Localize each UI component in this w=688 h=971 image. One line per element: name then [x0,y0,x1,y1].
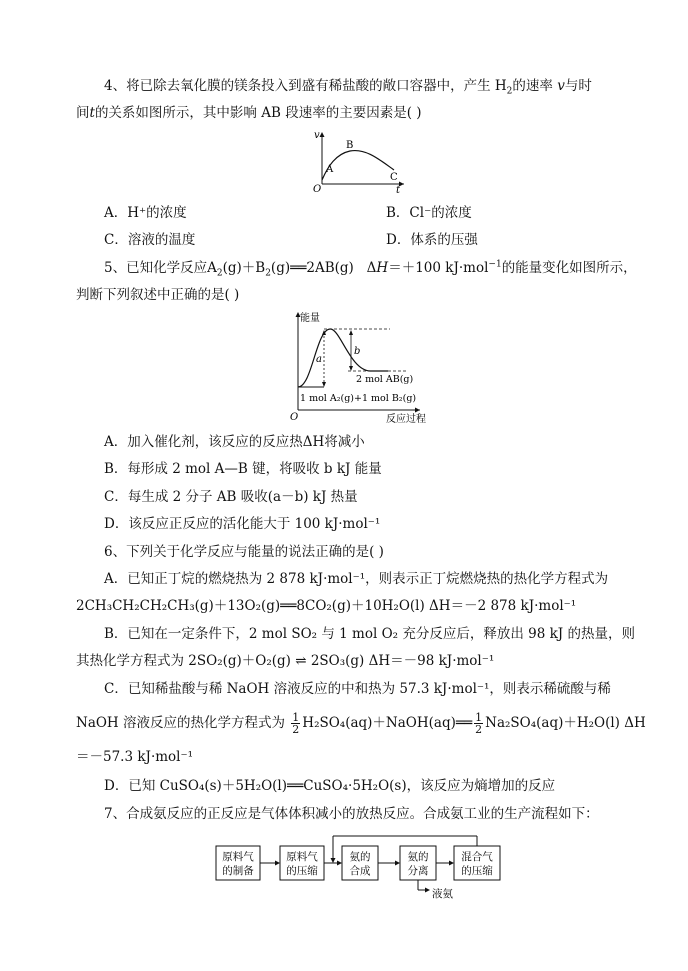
q7-box-4-line1: 氨的 [407,851,429,863]
q5-product-label: 2 mol AB(g) [356,374,414,385]
q4-axis-v: v [314,130,320,141]
q6-option-c-line2: NaOH 溶液反应的热化学方程式为 $\frac{1}{2}$ H₂SO₄(aq)＋NaOH(aq)══ $\frac{1}{2}$ Na₂SO₄(aq)＋H₂O(l) ΔH [76,711,646,736]
q5-stem-line1: 5、已知化学反应$A_2(g)+B_2(g)══2AB(g)$ ΔH＝＋100 kJ·mol$^{-1}$的能量变化如图所示， [104,259,637,279]
q5-option-b: B．每形成 2 mol A—B 键，将吸收 b kJ 能量 [104,461,382,477]
q5-energy-graph [288,310,428,425]
q4-rate-graph [308,128,408,194]
q7-box-2-line2: 的压缩 [286,865,318,877]
q6-stem: 6、下列关于化学反应与能量的说法正确的是( ) [104,544,384,560]
q4-option-d: D．体系的压强 [386,232,478,248]
q5-stem-line2: 判断下列叙述中正确的是( ) [76,287,240,303]
q6-option-a-line2: 2CH₃CH₂CH₂CH₃(g)＋13O₂(g)══8CO₂(g)＋10H₂O(l) ΔH＝－2 878 kJ·mol⁻¹ [76,598,577,614]
q7-box-4-line2: 分离 [407,865,429,877]
q5-origin: O [290,412,299,423]
q7-flowchart [210,830,510,902]
q7-box-3-line2: 合成 [349,865,371,877]
q7-box-3-line1: 氨的 [349,851,371,863]
q5-option-d: D．该反应正反应的活化能大于 100 kJ·mol⁻¹ [104,516,381,532]
q4-point-c: C [390,172,398,183]
q6-option-a-line1: A．已知正丁烷的燃烧热为 2 878 kJ·mol⁻¹，则表示正丁烷燃烧热的热化学方程式为 [104,571,609,587]
q4-option-a: A．H⁺的浓度 [104,205,187,221]
q4-point-a: A [326,164,334,175]
q6-option-b-line2: 其热化学方程式为 2SO₂(g)＋O₂(g) ⇌ 2SO₃(g) ΔH＝－98 kJ·mol⁻¹ [76,653,495,669]
q5-option-a: A．加入催化剂，该反应的反应热ΔH将减小 [104,434,365,450]
q6-option-c-line3: ＝－57.3 kJ·mol⁻¹ [76,749,194,765]
q5-option-c: C．每生成 2 分子 AB 吸收(a－b) kJ 热量 [104,489,358,505]
q6-option-b-line1: B．已知在一定条件下，2 mol SO₂ 与 1 mol O₂ 充分反应后，释放出 98 kJ 的热量，则 [104,626,635,642]
q7-box-5-line2: 的压缩 [461,865,493,877]
q5-reactant-label: 1 mol A₂(g)+1 mol B₂(g) [300,393,417,404]
q7-box-1-line2: 的制备 [222,865,254,877]
q5-axis-energy: 能量 [300,313,320,324]
q4-point-b: B [346,140,354,151]
q4-option-c: C．溶液的温度 [104,232,196,248]
q7-stem: 7、合成氨反应的正反应是气体体积减小的放热反应。合成氨工业的生产流程如下： [104,806,599,822]
q7-box-5-line1: 混合气 [461,851,493,863]
q4-stem-line2: 间t的关系如图所示，其中影响 AB 段速率的主要因素是( ) [76,105,422,121]
q6-option-c-line1: C．已知稀盐酸与稀 NaOH 溶液反应的中和热为 57.3 kJ·mol⁻¹，则表示稀硫酸与稀 [104,681,611,697]
q4-stem-line1: 4、将已除去氧化膜的镁条投入到盛有稀盐酸的敞口容器中，产生 $H_2$的速率 v与时 [104,78,592,97]
fraction-half: $\frac{1}{2}$ [475,711,483,736]
q5-label-a: a [316,354,322,365]
q5-axis-process: 反应过程 [386,414,426,425]
q5-label-b: b [354,346,361,357]
q7-box-1-line1: 原料气 [222,851,254,863]
q4-option-b: B．Cl⁻的浓度 [386,205,472,221]
q6-option-d: D．已知 CuSO₄(s)＋5H₂O(l)══CuSO₄·5H₂O(s)，该反应为熵增加的反应 [104,778,556,794]
q4-axis-t: t [396,185,401,194]
q4-origin: O [313,184,322,194]
fraction-half: $\frac{1}{2}$ [292,711,300,736]
q7-box-2-line1: 原料气 [286,851,318,863]
q7-output-label: 液氨 [432,888,453,900]
